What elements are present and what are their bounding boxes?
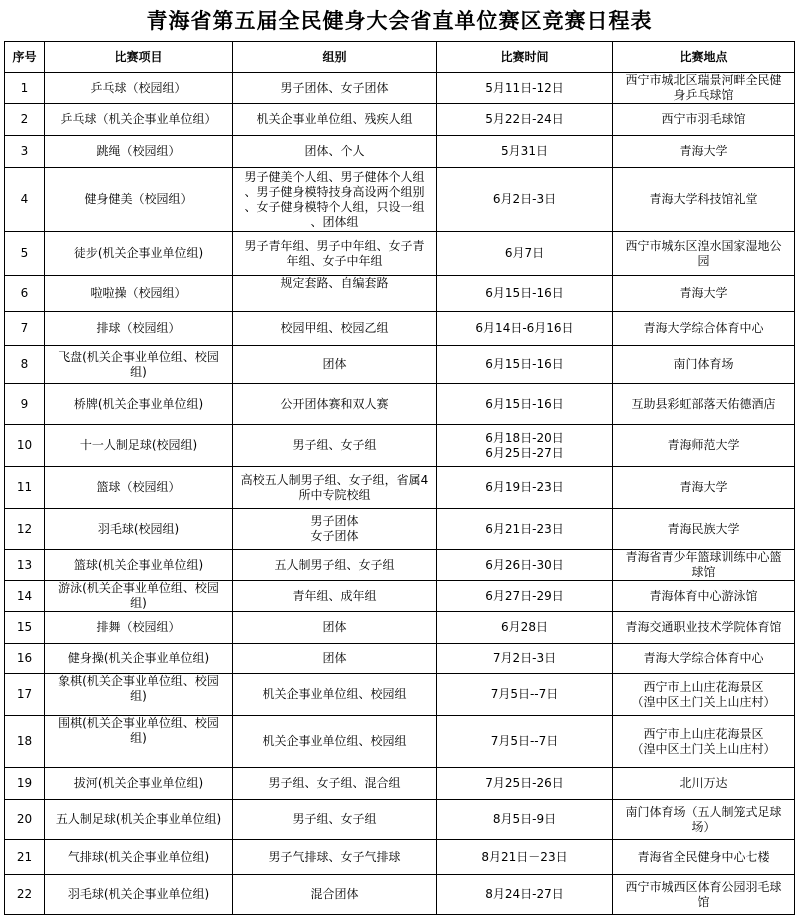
cell-group: 男子团体、女子团体 <box>233 73 437 104</box>
cell-venue: 西宁市城东区湟水国家湿地公 园 <box>613 232 795 276</box>
table-row <box>5 768 795 800</box>
cell-time: 6月15日-16日 <box>437 276 613 312</box>
table-row <box>5 467 795 509</box>
cell-no: 8 <box>5 346 45 384</box>
cell-group: 公开团体赛和双人赛 <box>233 384 437 425</box>
cell-group: 规定套路、自编套路 <box>233 276 437 312</box>
cell-event: 羽毛球(校园组) <box>45 509 233 550</box>
cell-no: 7 <box>5 312 45 346</box>
cell-group: 高校五人制男子组、女子组，省属4 所中专院校组 <box>233 467 437 509</box>
column-header-time: 比赛时间 <box>437 42 613 73</box>
cell-no: 11 <box>5 467 45 509</box>
schedule-table <box>4 41 795 915</box>
cell-no: 18 <box>5 716 45 768</box>
cell-group: 男子气排球、女子气排球 <box>233 840 437 875</box>
cell-venue: 青海大学科技馆礼堂 <box>613 168 795 232</box>
column-header-venue: 比赛地点 <box>613 42 795 73</box>
cell-no: 16 <box>5 644 45 674</box>
cell-event: 拔河(机关企事业单位组) <box>45 768 233 800</box>
cell-time: 6月28日 <box>437 612 613 644</box>
cell-venue: 西宁市城西区体育公园羽毛球 馆 <box>613 875 795 915</box>
cell-time: 6月21日-23日 <box>437 509 613 550</box>
column-header-event: 比赛项目 <box>45 42 233 73</box>
cell-group: 男子团体 女子团体 <box>233 509 437 550</box>
cell-event: 飞盘(机关企事业单位组、校园 组) <box>45 346 233 384</box>
cell-venue: 青海大学 <box>613 467 795 509</box>
cell-venue: 西宁市羽毛球馆 <box>613 104 795 136</box>
cell-event: 啦啦操（校园组） <box>45 276 233 312</box>
cell-group: 男子组、女子组 <box>233 800 437 840</box>
cell-event: 桥牌(机关企事业单位组) <box>45 384 233 425</box>
cell-no: 10 <box>5 425 45 467</box>
table-row <box>5 384 795 425</box>
table-row <box>5 346 795 384</box>
cell-event: 十一人制足球(校园组) <box>45 425 233 467</box>
cell-time: 6月15日-16日 <box>437 346 613 384</box>
cell-time: 6月7日 <box>437 232 613 276</box>
page-title: 青海省第五届全民健身大会省直单位赛区竞赛日程表 <box>146 9 653 33</box>
cell-group: 男子组、女子组、混合组 <box>233 768 437 800</box>
table-row <box>5 716 795 768</box>
cell-group: 团体、个人 <box>233 136 437 168</box>
cell-venue: 南门体育场 <box>613 346 795 384</box>
table-row <box>5 581 795 612</box>
table-row <box>5 168 795 232</box>
cell-no: 5 <box>5 232 45 276</box>
cell-group: 机关企事业单位组、校园组 <box>233 674 437 716</box>
cell-no: 15 <box>5 612 45 644</box>
cell-time: 6月14日-6月16日 <box>437 312 613 346</box>
cell-event: 乒乓球（校园组） <box>45 73 233 104</box>
cell-no: 20 <box>5 800 45 840</box>
cell-group: 男子健美个人组、男子健体个人组 、男子健身模特技身高设两个组别 、女子健身模特个人组，只设一组 、团体组 <box>233 168 437 232</box>
cell-no: 3 <box>5 136 45 168</box>
cell-event: 象棋(机关企事业单位组、校园 组) <box>45 674 233 716</box>
cell-event: 羽毛球(机关企事业单位组) <box>45 875 233 915</box>
cell-venue: 青海大学 <box>613 136 795 168</box>
cell-venue: 南门体育场（五人制笼式足球 场） <box>613 800 795 840</box>
cell-venue: 青海省全民健身中心七楼 <box>613 840 795 875</box>
table-row <box>5 612 795 644</box>
cell-no: 4 <box>5 168 45 232</box>
cell-no: 13 <box>5 550 45 581</box>
cell-event: 排舞（校园组） <box>45 612 233 644</box>
cell-event: 排球（校园组） <box>45 312 233 346</box>
cell-event: 气排球(机关企事业单位组) <box>45 840 233 875</box>
table-row <box>5 276 795 312</box>
cell-time: 7月5日--7日 <box>437 674 613 716</box>
table-row <box>5 73 795 104</box>
cell-venue: 青海体育中心游泳馆 <box>613 581 795 612</box>
cell-no: 6 <box>5 276 45 312</box>
cell-group: 青年组、成年组 <box>233 581 437 612</box>
cell-group: 校园甲组、校园乙组 <box>233 312 437 346</box>
cell-venue: 西宁市上山庄花海景区 （湟中区土门关上山庄村） <box>613 716 795 768</box>
table-row <box>5 425 795 467</box>
cell-time: 7月2日-3日 <box>437 644 613 674</box>
cell-event: 五人制足球(机关企事业单位组) <box>45 800 233 840</box>
cell-event: 围棋(机关企事业单位组、校园 组) <box>45 716 233 768</box>
cell-venue: 青海省青少年篮球训练中心篮 球馆 <box>613 550 795 581</box>
cell-venue: 青海大学 <box>613 276 795 312</box>
cell-no: 22 <box>5 875 45 915</box>
cell-time: 6月26日-30日 <box>437 550 613 581</box>
table-row <box>5 136 795 168</box>
cell-event: 跳绳（校园组） <box>45 136 233 168</box>
cell-no: 19 <box>5 768 45 800</box>
table-row <box>5 644 795 674</box>
cell-time: 6月19日-23日 <box>437 467 613 509</box>
cell-no: 1 <box>5 73 45 104</box>
cell-event: 健身健美（校园组） <box>45 168 233 232</box>
cell-time: 6月18日-20日 6月25日-27日 <box>437 425 613 467</box>
table-row <box>5 875 795 915</box>
cell-time: 6月27日-29日 <box>437 581 613 612</box>
cell-venue: 北川万达 <box>613 768 795 800</box>
column-header-no: 序号 <box>5 42 45 73</box>
header-row <box>5 42 795 73</box>
cell-no: 14 <box>5 581 45 612</box>
cell-time: 5月22日-24日 <box>437 104 613 136</box>
cell-time: 5月31日 <box>437 136 613 168</box>
cell-no: 2 <box>5 104 45 136</box>
cell-group: 机关企事业单位组、残疾人组 <box>233 104 437 136</box>
cell-event: 篮球（校园组） <box>45 467 233 509</box>
cell-venue: 青海师范大学 <box>613 425 795 467</box>
table-row <box>5 232 795 276</box>
cell-venue: 西宁市城北区瑞景河畔全民健 身乒乓球馆 <box>613 73 795 104</box>
cell-event: 徒步(机关企事业单位组) <box>45 232 233 276</box>
cell-group: 混合团体 <box>233 875 437 915</box>
table-row <box>5 104 795 136</box>
cell-venue: 青海大学综合体育中心 <box>613 644 795 674</box>
cell-no: 12 <box>5 509 45 550</box>
cell-no: 17 <box>5 674 45 716</box>
cell-venue: 青海交通职业技术学院体育馆 <box>613 612 795 644</box>
column-header-group: 组别 <box>233 42 437 73</box>
cell-group: 男子青年组、男子中年组、女子青 年组、女子中年组 <box>233 232 437 276</box>
table-row <box>5 312 795 346</box>
cell-time: 7月5日--7日 <box>437 716 613 768</box>
cell-group: 团体 <box>233 612 437 644</box>
cell-venue: 青海民族大学 <box>613 509 795 550</box>
cell-time: 6月15日-16日 <box>437 384 613 425</box>
cell-time: 7月25日-26日 <box>437 768 613 800</box>
cell-group: 男子组、女子组 <box>233 425 437 467</box>
cell-no: 21 <box>5 840 45 875</box>
cell-group: 机关企事业单位组、校园组 <box>233 716 437 768</box>
table-row <box>5 674 795 716</box>
cell-event: 篮球(机关企事业单位组) <box>45 550 233 581</box>
cell-venue: 青海大学综合体育中心 <box>613 312 795 346</box>
table-row <box>5 840 795 875</box>
cell-no: 9 <box>5 384 45 425</box>
cell-time: 8月24日-27日 <box>437 875 613 915</box>
cell-venue: 西宁市上山庄花海景区 （湟中区土门关上山庄村） <box>613 674 795 716</box>
cell-time: 6月2日-3日 <box>437 168 613 232</box>
cell-time: 8月5日-9日 <box>437 800 613 840</box>
cell-time: 5月11日-12日 <box>437 73 613 104</box>
cell-group: 团体 <box>233 644 437 674</box>
cell-event: 乒乓球（机关企事业单位组） <box>45 104 233 136</box>
table-row <box>5 509 795 550</box>
cell-venue: 互助县彩虹部落天佑德酒店 <box>613 384 795 425</box>
cell-time: 8月21日－23日 <box>437 840 613 875</box>
table-row <box>5 550 795 581</box>
cell-group: 团体 <box>233 346 437 384</box>
table-row <box>5 800 795 840</box>
cell-event: 健身操(机关企事业单位组) <box>45 644 233 674</box>
cell-event: 游泳(机关企事业单位组、校园 组) <box>45 581 233 612</box>
cell-group: 五人制男子组、女子组 <box>233 550 437 581</box>
